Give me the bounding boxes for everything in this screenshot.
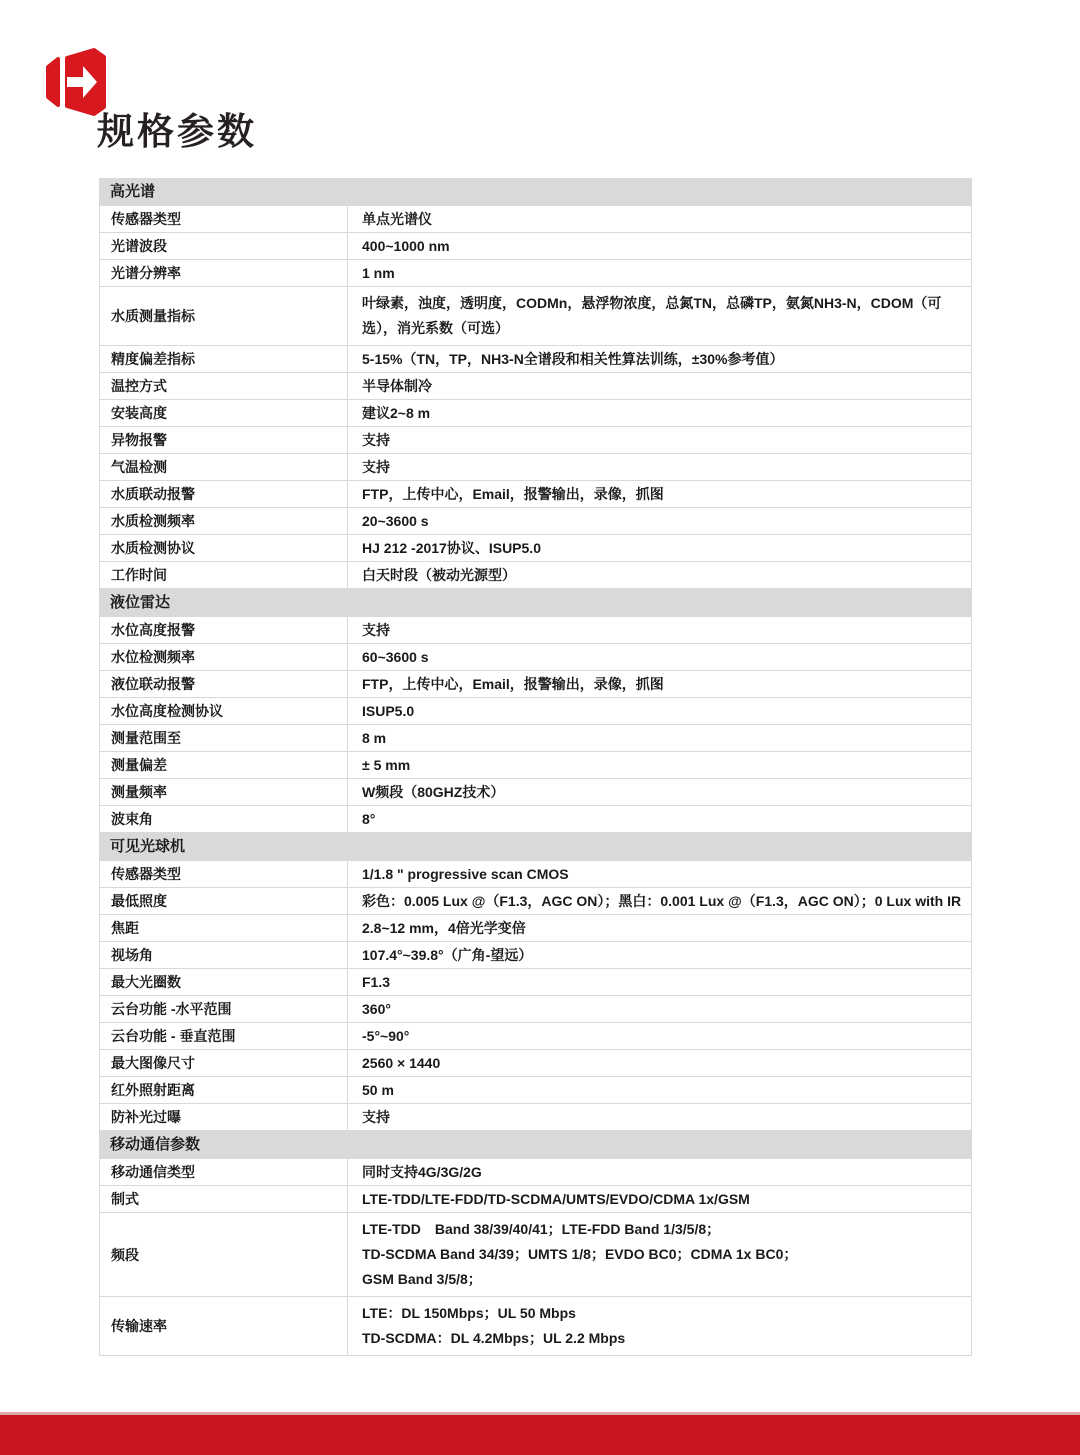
spec-value — [348, 400, 971, 426]
spec-value-line: 叶绿素，浊度，透明度，CODMn，悬浮物浓度，总氮TN，总磷TP，氨氮NH3-N，CDOM（可选），消光系数（可选） — [362, 295, 942, 336]
spec-row — [100, 400, 971, 427]
spec-label: 防补光过曝 — [100, 1104, 348, 1130]
spec-value-line: 白天时段（被动光源型） — [362, 567, 516, 583]
spec-label: 气温检测 — [100, 454, 348, 480]
spec-label: 水质检测协议 — [100, 535, 348, 561]
spec-value — [348, 1104, 971, 1130]
spec-label: 精度偏差指标 — [100, 346, 348, 372]
spec-value — [348, 996, 971, 1022]
spec-value-line: 60~3600 s — [362, 649, 429, 665]
spec-label: 传输速率 — [100, 1297, 348, 1355]
spec-value — [348, 969, 971, 995]
spec-value — [348, 861, 971, 887]
section-header: 移动通信参数 — [99, 1131, 972, 1159]
spec-row — [100, 427, 971, 454]
spec-row — [100, 1159, 971, 1186]
spec-row — [100, 1023, 971, 1050]
spec-value — [348, 1050, 971, 1076]
section-header: 可见光球机 — [99, 833, 972, 861]
spec-value — [348, 644, 971, 670]
spec-value-line: ± 5 mm — [362, 757, 411, 773]
spec-label: 视场角 — [100, 942, 348, 968]
spec-value — [348, 535, 971, 561]
spec-value — [348, 942, 971, 968]
spec-value-line: 107.4°~39.8°（广角-望远） — [362, 947, 533, 963]
spec-value-line: 支持 — [362, 432, 390, 448]
spec-label: 测量偏差 — [100, 752, 348, 778]
spec-row — [100, 1186, 971, 1213]
spec-value-line: 支持 — [362, 459, 390, 475]
spec-value — [348, 373, 971, 399]
spec-row — [100, 1213, 971, 1297]
spec-value — [348, 1159, 971, 1185]
spec-value — [348, 206, 971, 232]
spec-value — [348, 1213, 971, 1296]
spec-label: 红外照射距离 — [100, 1077, 348, 1103]
spec-label: 水位高度报警 — [100, 617, 348, 643]
spec-value — [348, 508, 971, 534]
spec-label: 焦距 — [100, 915, 348, 941]
spec-label: 频段 — [100, 1213, 348, 1296]
spec-value-line: 2560 × 1440 — [362, 1055, 441, 1071]
spec-value — [348, 1297, 971, 1355]
spec-row — [100, 861, 971, 888]
spec-label: 云台功能 -水平范围 — [100, 996, 348, 1022]
spec-row — [100, 617, 971, 644]
spec-label: 测量范围至 — [100, 725, 348, 751]
spec-row — [100, 1297, 971, 1356]
spec-value — [348, 287, 971, 345]
spec-row — [100, 535, 971, 562]
spec-value-line: TD-SCDMA Band 34/39；UMTS 1/8；EVDO BC0；CDMA 1x BC0； — [362, 1246, 798, 1262]
spec-table — [99, 178, 972, 1356]
spec-value-line: 360° — [362, 1001, 391, 1017]
spec-value-line: 400~1000 nm — [362, 238, 450, 254]
spec-value-line: W频段（80GHZ技术） — [362, 784, 505, 800]
spec-value — [348, 779, 971, 805]
page-title: 规格参数 — [97, 111, 257, 152]
spec-row — [100, 969, 971, 996]
spec-value — [348, 915, 971, 941]
spec-label: 波束角 — [100, 806, 348, 832]
spec-row — [100, 752, 971, 779]
spec-label: 水位高度检测协议 — [100, 698, 348, 724]
spec-label: 工作时间 — [100, 562, 348, 588]
spec-row — [100, 1050, 971, 1077]
spec-label: 水质检测频率 — [100, 508, 348, 534]
spec-value — [348, 562, 971, 588]
spec-value-line: TD-SCDMA：DL 4.2Mbps；UL 2.2 Mbps — [362, 1330, 626, 1346]
spec-value — [348, 671, 971, 697]
spec-value-line: -5°~90° — [362, 1028, 410, 1044]
spec-value — [348, 1186, 971, 1212]
spec-row — [100, 562, 971, 589]
spec-value — [348, 806, 971, 832]
spec-value-line: LTE：DL 150Mbps；UL 50 Mbps — [362, 1305, 576, 1321]
spec-value — [348, 346, 971, 372]
spec-value — [348, 617, 971, 643]
spec-value — [348, 427, 971, 453]
spec-value-line: 20~3600 s — [362, 513, 429, 529]
spec-value — [348, 233, 971, 259]
spec-label: 云台功能 - 垂直范围 — [100, 1023, 348, 1049]
spec-value-line: 5-15%（TN，TP，NH3-N全谱段和相关性算法训练，±30%参考值） — [362, 351, 784, 367]
spec-value — [348, 454, 971, 480]
spec-row — [100, 806, 971, 833]
spec-value — [348, 1077, 971, 1103]
spec-label: 传感器类型 — [100, 206, 348, 232]
spec-value — [348, 752, 971, 778]
spec-value-line: 半导体制冷 — [362, 378, 432, 394]
spec-row — [100, 1077, 971, 1104]
spec-row — [100, 287, 971, 346]
spec-row — [100, 373, 971, 400]
brand-logo — [44, 44, 108, 120]
spec-row — [100, 481, 971, 508]
spec-label: 液位联动报警 — [100, 671, 348, 697]
spec-label: 最低照度 — [100, 888, 348, 914]
spec-value-line: ISUP5.0 — [362, 703, 415, 719]
spec-row — [100, 508, 971, 535]
section-header: 液位雷达 — [99, 589, 972, 617]
spec-value-line: 支持 — [362, 1109, 390, 1125]
spec-label: 水位检测频率 — [100, 644, 348, 670]
spec-label: 温控方式 — [100, 373, 348, 399]
spec-value-line: LTE-TDD Band 38/39/40/41；LTE-FDD Band 1/3/5/8； — [362, 1221, 721, 1237]
spec-value-line: 1 nm — [362, 265, 395, 281]
spec-value — [348, 725, 971, 751]
spec-value-line: 8 m — [362, 730, 387, 746]
spec-value-line: 支持 — [362, 622, 390, 638]
spec-label: 移动通信类型 — [100, 1159, 348, 1185]
spec-value-line: FTP，上传中心，Email，报警输出，录像，抓图 — [362, 486, 664, 502]
spec-label: 异物报警 — [100, 427, 348, 453]
spec-row — [100, 888, 971, 915]
spec-row — [100, 454, 971, 481]
spec-row — [100, 671, 971, 698]
spec-row — [100, 725, 971, 752]
spec-value-line: 彩色：0.005 Lux @（F1.3，AGC ON）；黑白：0.001 Lux @（F1.3，AGC ON）；0 Lux with IR — [362, 893, 962, 909]
spec-row — [100, 206, 971, 233]
spec-row — [100, 644, 971, 671]
spec-value-line: F1.3 — [362, 974, 391, 990]
spec-value-line: FTP，上传中心，Email，报警输出，录像，抓图 — [362, 676, 664, 692]
spec-label: 安装高度 — [100, 400, 348, 426]
spec-label: 光谱波段 — [100, 233, 348, 259]
section-header: 高光谱 — [99, 178, 972, 206]
spec-value-line: 2.8~12 mm，4倍光学变倍 — [362, 920, 526, 936]
footer-bar — [0, 1412, 1080, 1455]
spec-value-line: GSM Band 3/5/8； — [362, 1271, 482, 1287]
spec-value — [348, 260, 971, 286]
spec-value-line: LTE-TDD/LTE-FDD/TD-SCDMA/UMTS/EVDO/CDMA 1x/GSM — [362, 1191, 750, 1207]
spec-row — [100, 698, 971, 725]
spec-value-line: 1/1.8 " progressive scan CMOS — [362, 866, 569, 882]
spec-label: 水质测量指标 — [100, 287, 348, 345]
spec-row — [100, 915, 971, 942]
spec-label: 最大光圈数 — [100, 969, 348, 995]
spec-row — [100, 260, 971, 287]
spec-label: 制式 — [100, 1186, 348, 1212]
spec-value-line: 8° — [362, 811, 376, 827]
spec-value-line: 单点光谱仪 — [362, 211, 432, 227]
spec-row — [100, 346, 971, 373]
spec-label: 传感器类型 — [100, 861, 348, 887]
spec-label: 测量频率 — [100, 779, 348, 805]
spec-value — [348, 698, 971, 724]
spec-value-line: 同时支持4G/3G/2G — [362, 1164, 482, 1180]
spec-row — [100, 996, 971, 1023]
spec-value-line: 50 m — [362, 1082, 394, 1098]
spec-value — [348, 888, 971, 914]
spec-row — [100, 779, 971, 806]
spec-row — [100, 1104, 971, 1131]
spec-label: 光谱分辨率 — [100, 260, 348, 286]
spec-label: 最大图像尺寸 — [100, 1050, 348, 1076]
spec-value — [348, 1023, 971, 1049]
spec-value — [348, 481, 971, 507]
spec-row — [100, 942, 971, 969]
spec-value-line: HJ 212 -2017协议、ISUP5.0 — [362, 540, 541, 556]
spec-value-line: 建议2~8 m — [362, 405, 431, 421]
spec-row — [100, 233, 971, 260]
spec-label: 水质联动报警 — [100, 481, 348, 507]
